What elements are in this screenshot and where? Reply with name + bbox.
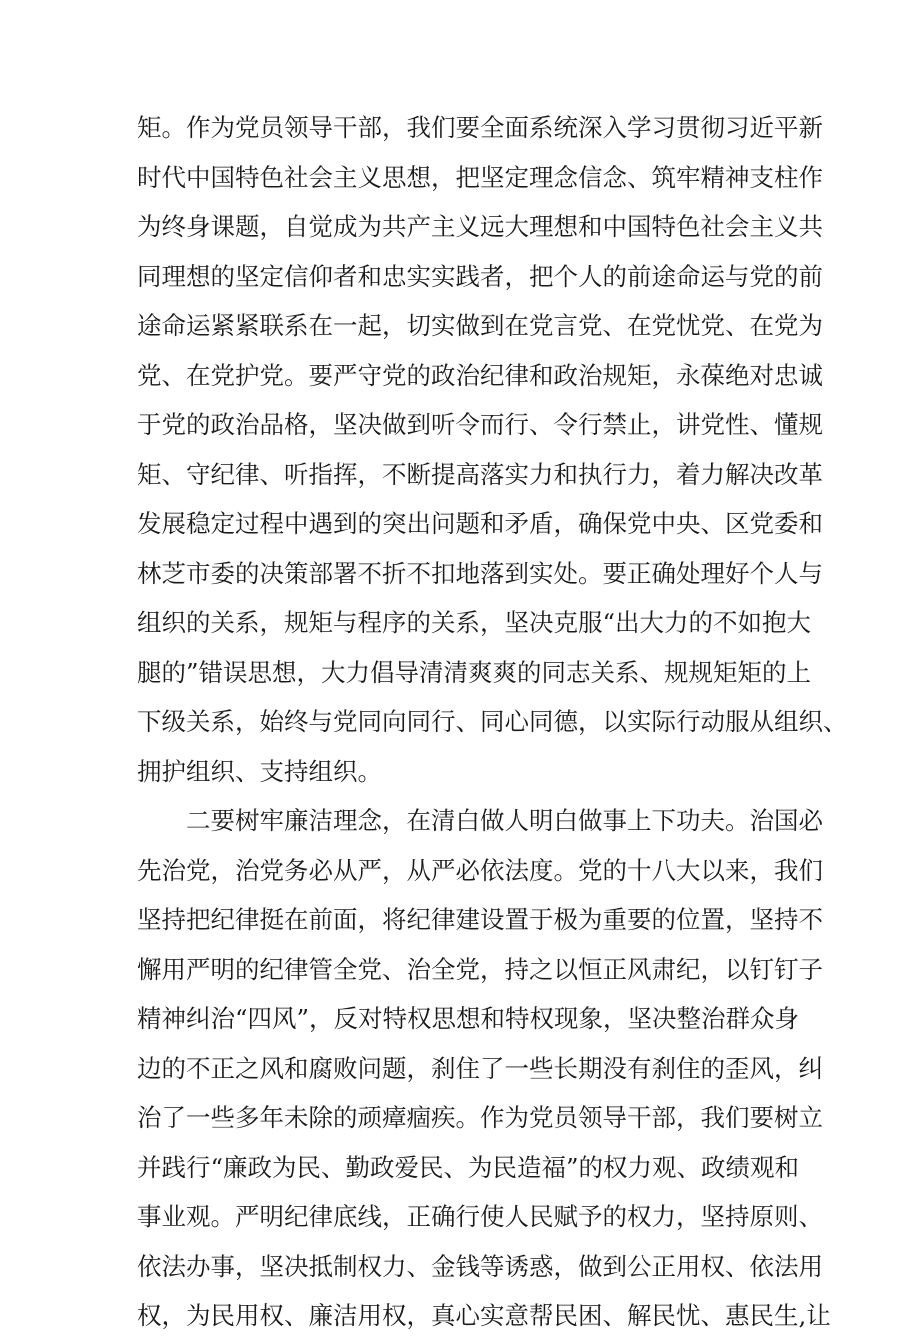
text-line: 矩。作为党员领导干部，我们要全面系统深入学习贯彻习近平新 [137, 113, 823, 142]
text-line: 依法办事，坚决抵制权力、金钱等诱惑，做到公正用权、依法用 [137, 1251, 823, 1281]
paragraph-start-line: 二要树牢廉洁理念，在清白做人明白做事上下功夫。治国必 [186, 806, 823, 835]
text-line: 林芝市委的决策部署不折不扣地落到实处。要正确处理好个人与 [137, 558, 823, 588]
text-line: 精神纠治“四风”，反对特权思想和特权现象，坚决整治群众身 [137, 1004, 800, 1033]
text-line: 同理想的坚定信仰者和忠实实践者，把个人的前途命运与党的前 [137, 261, 823, 291]
text-line: 权，为民用权、廉洁用权，真心实意帮民困、解民忧、惠民生,让 [137, 1301, 831, 1330]
text-line: 组织的关系，规矩与程序的关系，坚决克服“出大力的不如抱大 [137, 608, 812, 637]
text-line: 治了一些多年未除的顽瘴痼疾。作为党员领导干部，我们要树立 [137, 1103, 823, 1132]
text-line: 为终身课题，自觉成为共产主义远大理想和中国特色社会主义共 [137, 212, 823, 241]
paragraph-end-line: 拥护组织、支持组织。 [137, 756, 382, 786]
text-line: 边的不正之风和腐败问题，刹住了一些长期没有刹住的歪风，纠 [137, 1053, 823, 1083]
text-line: 矩、守纪律、听指挥，不断提高落实力和执行力，着力解决改革 [137, 459, 823, 489]
text-line: 于党的政治品格，坚决做到听令而行、令行禁止，讲党性、懂规 [137, 410, 823, 439]
text-line: 途命运紧紧联系在一起，切实做到在党言党、在党忧党、在党为 [137, 311, 823, 340]
text-line: 事业观。严明纪律底线，正确行使人民赋予的权力，坚持原则、 [137, 1202, 823, 1231]
text-line: 发展稳定过程中遇到的突出问题和矛盾，确保党中央、区党委和 [137, 509, 823, 538]
text-line: 腿的”错误思想，大力倡导清清爽爽的同志关系、规规矩矩的上 [137, 657, 812, 687]
text-line: 时代中国特色社会主义思想，把坚定理念信念、筑牢精神支柱作 [137, 162, 823, 192]
text-line: 先治党，治党务必从严，从严必依法度。党的十八大以来，我们 [137, 855, 823, 885]
text-line: 下级关系，始终与党同向同行、同心同德，以实际行动服从组织、 [137, 707, 848, 736]
text-line: 并践行“廉政为民、勤政爱民、为民造福”的权力观、政绩观和 [137, 1152, 800, 1182]
text-line: 坚持把纪律挺在前面，将纪律建设置于极为重要的位置，坚持不 [137, 905, 823, 934]
text-line: 懈用严明的纪律管全党、治全党，持之以恒正风肃纪，以钉钉子 [137, 954, 823, 984]
text-line: 党、在党护党。要严守党的政治纪律和政治规矩，永葆绝对忠诚 [137, 360, 823, 390]
body-text [137, 103, 848, 1341]
